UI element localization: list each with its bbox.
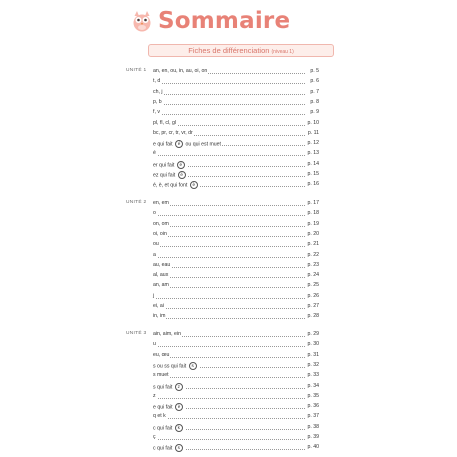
dot-leader <box>153 155 305 156</box>
toc-entry[interactable] <box>153 433 319 443</box>
entry-label: e qui fait <box>153 141 173 148</box>
page-number: p. 33 <box>307 372 319 379</box>
owl-icon <box>132 10 152 32</box>
sound-symbol: k <box>175 424 183 432</box>
entry-text <box>153 352 170 358</box>
toc-entry[interactable] <box>153 292 319 302</box>
unit-label: UNITÉ 3 <box>126 331 147 336</box>
page-number: p. 13 <box>307 150 319 157</box>
toc-entry[interactable] <box>153 392 319 402</box>
page-number: p. 10 <box>307 119 319 126</box>
entry-text <box>153 282 170 288</box>
page-number: p. 19 <box>307 220 319 227</box>
entry-text <box>153 68 208 74</box>
entry-text <box>153 120 177 126</box>
dot-leader <box>153 94 305 95</box>
entry-text <box>153 109 161 115</box>
dot-leader <box>153 308 305 309</box>
toc-entry[interactable] <box>153 170 319 180</box>
toc-entry[interactable] <box>153 302 319 312</box>
entry-label: q et k <box>153 413 166 420</box>
toc-entry[interactable] <box>153 261 319 271</box>
sound-symbol: é <box>178 171 186 179</box>
dot-leader <box>153 377 305 378</box>
toc-entry[interactable] <box>153 340 319 350</box>
entry-text <box>153 99 163 105</box>
page-number: p. 5 <box>310 68 319 74</box>
entry-label: ch, j <box>153 88 163 95</box>
entry-text <box>153 272 169 278</box>
entry-label: bc, pr, cr, tr, vr, dr <box>153 129 193 136</box>
dot-leader <box>153 205 305 206</box>
page-number: p. 29 <box>307 331 319 337</box>
page-number: p. 22 <box>307 251 319 258</box>
entry-text <box>153 150 157 156</box>
entry-text <box>153 403 185 411</box>
toc-entry[interactable] <box>153 180 319 190</box>
entry-text <box>153 413 167 419</box>
entry-text <box>153 130 194 136</box>
entry-label: ç <box>153 434 156 440</box>
dot-leader <box>153 346 305 347</box>
entry-label: ain, aim, ein <box>153 331 181 337</box>
page-number: p. 9 <box>310 109 319 116</box>
page-number: p. 14 <box>307 160 319 167</box>
page-number: p. 31 <box>307 351 319 358</box>
entry-label: u <box>153 341 156 348</box>
entry-text <box>153 252 157 258</box>
header <box>132 8 290 34</box>
entry-label: ou <box>153 241 159 248</box>
entry-label: s qui fait <box>153 383 173 390</box>
toc-entry[interactable] <box>153 271 319 281</box>
entry-label: a <box>153 251 156 258</box>
page-number: p. 11 <box>307 129 319 136</box>
page-number: p. 34 <box>307 382 319 389</box>
dot-leader <box>153 318 305 319</box>
page-number: p. 23 <box>307 261 319 268</box>
entry-label: p, b <box>153 98 162 105</box>
toc-entry[interactable] <box>153 230 319 240</box>
toc-entry[interactable] <box>153 351 319 361</box>
entry-label: au, eau <box>153 261 171 268</box>
dot-leader <box>153 257 305 258</box>
entry-text <box>153 171 188 179</box>
toc-entry[interactable] <box>153 412 319 422</box>
entry-text <box>153 181 200 189</box>
entry-text <box>153 200 170 206</box>
dot-leader <box>153 439 305 440</box>
page-number: p. 35 <box>307 392 319 399</box>
entry-text <box>153 424 185 432</box>
entry-text <box>153 161 187 169</box>
page-number: p. 20 <box>307 230 319 237</box>
entry-label-suffix: ou qui est muet <box>184 141 221 148</box>
dot-leader <box>153 298 305 299</box>
entry-label: eu, œu <box>153 351 170 358</box>
toc-entry[interactable] <box>153 199 319 209</box>
entry-text <box>153 303 165 309</box>
toc-entry[interactable] <box>153 240 319 250</box>
toc-entry[interactable] <box>153 77 319 87</box>
page-number: p. 25 <box>307 282 319 289</box>
entry-label: o <box>153 210 156 217</box>
entry-label: s muet <box>153 372 169 379</box>
entry-text <box>153 372 170 378</box>
toc-entry[interactable] <box>153 149 319 159</box>
sound-symbol: é <box>177 161 185 169</box>
page-number: p. 30 <box>307 341 319 348</box>
section-banner <box>148 44 334 57</box>
banner-text: Fiches de différenciation <box>188 46 270 55</box>
entry-label: s ou ss qui fait <box>153 363 187 370</box>
page-number: p. 32 <box>307 361 319 368</box>
entry-text <box>153 210 157 216</box>
entry-text <box>153 241 160 247</box>
page-title: Sommaire <box>158 8 291 34</box>
unit-label: UNITÉ 1 <box>126 68 147 73</box>
toc-entry[interactable] <box>153 330 319 340</box>
entry-text <box>153 231 168 237</box>
sound-symbol: z <box>175 383 183 391</box>
dot-leader <box>153 357 305 358</box>
dot-leader <box>153 277 305 278</box>
entry-label: in, im <box>153 313 166 320</box>
toc-entry[interactable] <box>153 220 319 230</box>
page-number: p. 26 <box>307 292 319 299</box>
sound-symbol: è <box>175 403 183 411</box>
toc-entry[interactable] <box>153 312 319 322</box>
dot-leader <box>153 104 305 105</box>
entry-label: e qui fait <box>153 404 173 411</box>
page-number: p. 38 <box>307 423 319 430</box>
entry-label: en, em <box>153 200 169 206</box>
toc-entry[interactable] <box>153 382 319 392</box>
toc-entry[interactable] <box>153 209 319 219</box>
entry-label: al, aux <box>153 272 169 279</box>
page-number: p. 36 <box>307 403 319 410</box>
entry-label: oi, oin <box>153 230 167 237</box>
page-number: p. 24 <box>307 272 319 279</box>
entry-label: é, è, et qui font <box>153 182 188 189</box>
entry-text <box>153 383 185 391</box>
page-number: p. 21 <box>307 241 319 248</box>
entry-label: an, en, ou, in, au, oi, on <box>153 68 208 74</box>
entry-label: c qui fait <box>153 425 173 432</box>
entry-label: ei, ai <box>153 303 164 309</box>
page-number: p. 8 <box>310 98 319 105</box>
entry-label: pl, fl, cl, gl <box>153 119 177 126</box>
entry-text <box>153 393 157 399</box>
page-number: p. 15 <box>307 171 319 177</box>
entry-text <box>153 78 161 84</box>
entry-label: z <box>153 392 156 399</box>
entry-label: c qui fait <box>153 445 173 452</box>
toc-entry[interactable] <box>153 371 319 381</box>
dot-leader <box>153 418 305 419</box>
dot-leader <box>153 398 305 399</box>
toc-entry[interactable] <box>153 251 319 261</box>
page-number: p. 6 <box>310 78 319 85</box>
sound-symbol: é <box>175 140 183 148</box>
entry-text <box>153 89 164 95</box>
sound-symbol: s <box>189 362 197 370</box>
dot-leader <box>153 226 305 227</box>
entry-label: er qui fait <box>153 162 175 169</box>
page-number: p. 40 <box>307 444 319 451</box>
entry-label: an, am <box>153 282 169 289</box>
toc-entry[interactable] <box>153 139 319 149</box>
dot-leader <box>153 246 305 247</box>
entry-label: j <box>153 292 155 299</box>
entry-text <box>153 293 155 299</box>
entry-label: t, d <box>153 78 161 85</box>
page-number: p. 18 <box>307 210 319 217</box>
toc-entry[interactable] <box>153 129 319 139</box>
page-number: p. 39 <box>307 434 319 440</box>
toc-entry[interactable] <box>153 402 319 412</box>
toc-entry[interactable] <box>153 67 319 77</box>
dot-leader <box>153 114 305 115</box>
entry-text <box>153 331 182 337</box>
toc-entry[interactable] <box>153 160 319 170</box>
entry-text <box>153 221 170 227</box>
toc-entry[interactable] <box>153 443 319 453</box>
entry-text <box>153 341 157 347</box>
dot-leader <box>153 83 305 84</box>
entry-text <box>153 140 222 148</box>
entry-label: f, v <box>153 109 160 116</box>
toc-entry[interactable] <box>153 98 319 108</box>
entry-label: ez qui fait <box>153 172 176 179</box>
unit-label: UNITÉ 2 <box>126 200 147 205</box>
entry-text <box>153 262 171 268</box>
dot-leader <box>153 267 305 268</box>
toc-entry[interactable] <box>153 119 319 129</box>
entry-text <box>153 362 199 370</box>
page-number: p. 16 <box>307 181 319 188</box>
toc-entry[interactable] <box>153 108 319 118</box>
toc-entry[interactable] <box>153 423 319 433</box>
entry-label: on, om <box>153 220 169 227</box>
dot-leader <box>153 236 305 237</box>
sound-symbol: è <box>190 181 198 189</box>
page-number: p. 7 <box>310 88 319 95</box>
entry-label: é <box>153 150 156 157</box>
entry-text <box>153 313 166 319</box>
toc-entry[interactable] <box>153 88 319 98</box>
toc-entry[interactable] <box>153 361 319 371</box>
banner-level: (niveau 1) <box>271 49 294 55</box>
dot-leader <box>153 215 305 216</box>
entry-text <box>153 444 185 452</box>
page-number: p. 27 <box>307 303 319 309</box>
page-number: p. 28 <box>307 313 319 320</box>
page-number: p. 17 <box>307 200 319 206</box>
toc-entry[interactable] <box>153 281 319 291</box>
dot-leader <box>153 287 305 288</box>
entry-text <box>153 434 157 440</box>
sound-symbol: s <box>175 444 183 452</box>
page-number: p. 12 <box>307 140 319 147</box>
page-number: p. 37 <box>307 413 319 420</box>
